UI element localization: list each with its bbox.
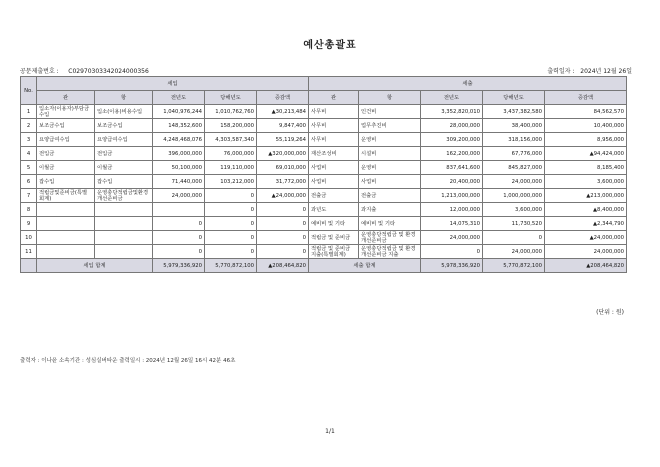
income-diff-cell: 0 [257,231,309,245]
income-hang-cell: 요양급여수입 [95,133,153,147]
expense-hang-cell: 시설비 [359,147,421,161]
income-prev-cell: 396,000,000 [153,147,205,161]
expense-diff-cell: ▲8,400,000 [545,203,627,217]
income-hang-cell: 잡수입 [95,175,153,189]
header-expense: 세출 [309,77,627,91]
income-prev-cell [153,203,205,217]
income-gwan-cell [37,217,95,231]
income-hang-cell: 전입금 [95,147,153,161]
table-row [21,203,627,217]
income-prev-cell: 71,440,000 [153,175,205,189]
income-curr-cell: 103,212,000 [205,175,257,189]
income-diff-cell: ▲24,000,000 [257,189,309,203]
header-income: 세입 [37,77,309,91]
expense-hang-cell: 운영충당적립금 및 환경개선준비금 지출 [359,245,421,259]
income-curr-cell: 0 [205,217,257,231]
row-number-cell: 4 [21,147,37,161]
income-diff-cell: ▲30,213,484 [257,105,309,119]
row-number-cell: 11 [21,245,37,259]
row-number-cell: 6 [21,175,37,189]
table-row [21,161,627,175]
header-no: No. [21,77,37,105]
income-curr-cell: 0 [205,189,257,203]
income-curr-cell: 0 [205,245,257,259]
expense-prev-cell: 1,213,000,000 [421,189,483,203]
expense-diff-cell: ▲94,424,000 [545,147,627,161]
income-total-curr: 5,770,872,100 [205,259,257,273]
income-gwan-cell: 이월금 [37,161,95,175]
income-curr-cell: 158,200,000 [205,119,257,133]
income-hang-cell: 운영충당적립금및환경개선준비금 [95,189,153,203]
expense-hang-cell: 운영충당적립금 및 환경개선준비금 [359,231,421,245]
income-gwan-cell: 입소자(이용자)부담금수입 [37,105,95,119]
expense-gwan-cell: 사무비 [309,105,359,119]
row-number-cell: 1 [21,105,37,119]
expense-curr-cell: 67,776,000 [483,147,545,161]
income-diff-cell: 9,847,400 [257,119,309,133]
income-curr-cell: 1,010,762,760 [205,105,257,119]
expense-curr-cell: 0 [483,231,545,245]
header-income-gwan: 관 [37,91,95,105]
income-curr-cell: 119,110,000 [205,161,257,175]
income-curr-cell: 76,000,000 [205,147,257,161]
expense-curr-cell: 38,400,000 [483,119,545,133]
expense-gwan-cell: 사무비 [309,119,359,133]
expense-prev-cell: 162,200,000 [421,147,483,161]
header-income-curr: 당해년도 [205,91,257,105]
document-number-label: 공문제출번호 : [20,68,59,75]
document-number [20,66,149,75]
expense-prev-cell: 12,000,000 [421,203,483,217]
row-number-cell: 5 [21,161,37,175]
income-hang-cell [95,245,153,259]
expense-gwan-cell: 예비비 및 기타 [309,217,359,231]
expense-curr-cell: 3,437,382,580 [483,105,545,119]
income-hang-cell: 입소(이용)비용수입 [95,105,153,119]
expense-hang-cell: 업무추진비 [359,119,421,133]
print-footer: 출력자 : 이나윤 소속기관 : 성심실버타운 출력일시 : 2024년 12월 26일 16시 42분 46초 [20,358,236,364]
expense-hang-cell: 과지출 [359,203,421,217]
expense-curr-cell: 3,600,000 [483,203,545,217]
income-prev-cell: 0 [153,217,205,231]
income-prev-cell: 4,248,468,076 [153,133,205,147]
budget-summary-table [20,76,627,273]
expense-diff-cell: 3,600,000 [545,175,627,189]
income-prev-cell: 0 [153,245,205,259]
table-row [21,147,627,161]
expense-gwan-cell: 전출금 [309,189,359,203]
expense-diff-cell: ▲24,000,000 [545,231,627,245]
expense-total-label: 세출 합계 [309,259,421,273]
expense-hang-cell: 사업비 [359,175,421,189]
expense-prev-cell: 3,352,820,010 [421,105,483,119]
expense-diff-cell: 8,956,000 [545,133,627,147]
expense-prev-cell: 14,075,310 [421,217,483,231]
expense-curr-cell: 845,827,000 [483,161,545,175]
expense-curr-cell: 11,730,520 [483,217,545,231]
table-row [21,133,627,147]
expense-diff-cell: 8,185,400 [545,161,627,175]
header-income-prev: 전년도 [153,91,205,105]
table-row [21,105,627,119]
row-number-cell: 8 [21,203,37,217]
expense-hang-cell: 운영비 [359,161,421,175]
expense-gwan-cell: 과년도 [309,203,359,217]
expense-curr-cell: 24,000,000 [483,175,545,189]
income-prev-cell: 0 [153,231,205,245]
income-gwan-cell: 보조금수입 [37,119,95,133]
expense-diff-cell: ▲2,344,790 [545,217,627,231]
header-expense-gwan: 관 [309,91,359,105]
expense-gwan-cell: 사업비 [309,175,359,189]
income-gwan-cell: 전입금 [37,147,95,161]
table-row [21,217,627,231]
income-hang-cell [95,217,153,231]
income-total-label: 세입 합계 [37,259,153,273]
income-curr-cell: 0 [205,231,257,245]
expense-hang-cell: 인건비 [359,105,421,119]
expense-curr-cell: 1,000,000,000 [483,189,545,203]
income-diff-cell: 0 [257,245,309,259]
expense-hang-cell: 전출금 [359,189,421,203]
row-number-cell: 10 [21,231,37,245]
expense-total-prev: 5,978,336,920 [421,259,483,273]
income-hang-cell: 보조금수입 [95,119,153,133]
expense-gwan-cell: 사업비 [309,161,359,175]
income-gwan-cell [37,245,95,259]
income-total-prev: 5,979,336,920 [153,259,205,273]
income-hang-cell [95,231,153,245]
expense-prev-cell: 24,000,000 [421,231,483,245]
expense-hang-cell: 예비비 및 기타 [359,217,421,231]
expense-diff-cell: ▲213,000,000 [545,189,627,203]
income-diff-cell: 0 [257,203,309,217]
income-prev-cell: 1,040,976,244 [153,105,205,119]
income-total-diff: ▲208,464,820 [257,259,309,273]
income-curr-cell: 4,303,587,340 [205,133,257,147]
expense-hang-cell: 운영비 [359,133,421,147]
document-number-value: C02970303342024000356 [68,68,149,75]
print-date-value: 2024년 12월 26일 [580,68,632,75]
income-diff-cell: 0 [257,217,309,231]
row-number-cell: 7 [21,189,37,203]
expense-prev-cell: 837,641,600 [421,161,483,175]
header-expense-diff: 증감액 [545,91,627,105]
expense-diff-cell: 24,000,000 [545,245,627,259]
income-prev-cell: 148,352,600 [153,119,205,133]
income-gwan-cell: 적립금및준비금(특별회계) [37,189,95,203]
income-gwan-cell: 잡수입 [37,175,95,189]
income-hang-cell: 이월금 [95,161,153,175]
header-expense-curr: 당해년도 [483,91,545,105]
income-gwan-cell [37,203,95,217]
table-row [21,175,627,189]
expense-prev-cell: 20,400,000 [421,175,483,189]
income-diff-cell: 55,119,264 [257,133,309,147]
income-diff-cell: 31,772,000 [257,175,309,189]
page-title: 예산총괄표 [303,40,357,51]
income-diff-cell: 69,010,000 [257,161,309,175]
table-row [21,231,627,245]
row-number-cell: 3 [21,133,37,147]
row-number-cell: 2 [21,119,37,133]
expense-prev-cell: 28,000,000 [421,119,483,133]
expense-prev-cell: 0 [421,245,483,259]
expense-prev-cell: 309,200,000 [421,133,483,147]
income-prev-cell: 24,000,000 [153,189,205,203]
expense-gwan-cell: 사무비 [309,133,359,147]
expense-diff-cell: 84,562,570 [545,105,627,119]
income-gwan-cell [37,231,95,245]
expense-gwan-cell: 재산조성비 [309,147,359,161]
income-prev-cell: 50,100,000 [153,161,205,175]
expense-diff-cell: 10,400,000 [545,119,627,133]
expense-gwan-cell: 적립금 및 준비금 [309,231,359,245]
row-number-cell: 9 [21,217,37,231]
header-income-hang: 항 [95,91,153,105]
expense-gwan-cell: 적립금 및 준비금 지출(특별회계) [309,245,359,259]
income-diff-cell: ▲320,000,000 [257,147,309,161]
expense-total-curr: 5,770,872,100 [483,259,545,273]
expense-curr-cell: 24,000,000 [483,245,545,259]
header-income-diff: 증감액 [257,91,309,105]
header-expense-hang: 항 [359,91,421,105]
income-hang-cell [95,203,153,217]
print-date [547,66,632,75]
print-date-label: 출력일자 : [547,68,575,75]
header-expense-prev: 전년도 [421,91,483,105]
unit-note: (단위 : 원) [596,309,624,316]
expense-curr-cell: 318,156,000 [483,133,545,147]
page-number: 1/1 [325,428,335,435]
income-gwan-cell: 요양급여수입 [37,133,95,147]
income-curr-cell: 0 [205,203,257,217]
table-row [21,245,627,259]
expense-total-diff: ▲208,464,820 [545,259,627,273]
table-row [21,189,627,203]
table-row [21,119,627,133]
